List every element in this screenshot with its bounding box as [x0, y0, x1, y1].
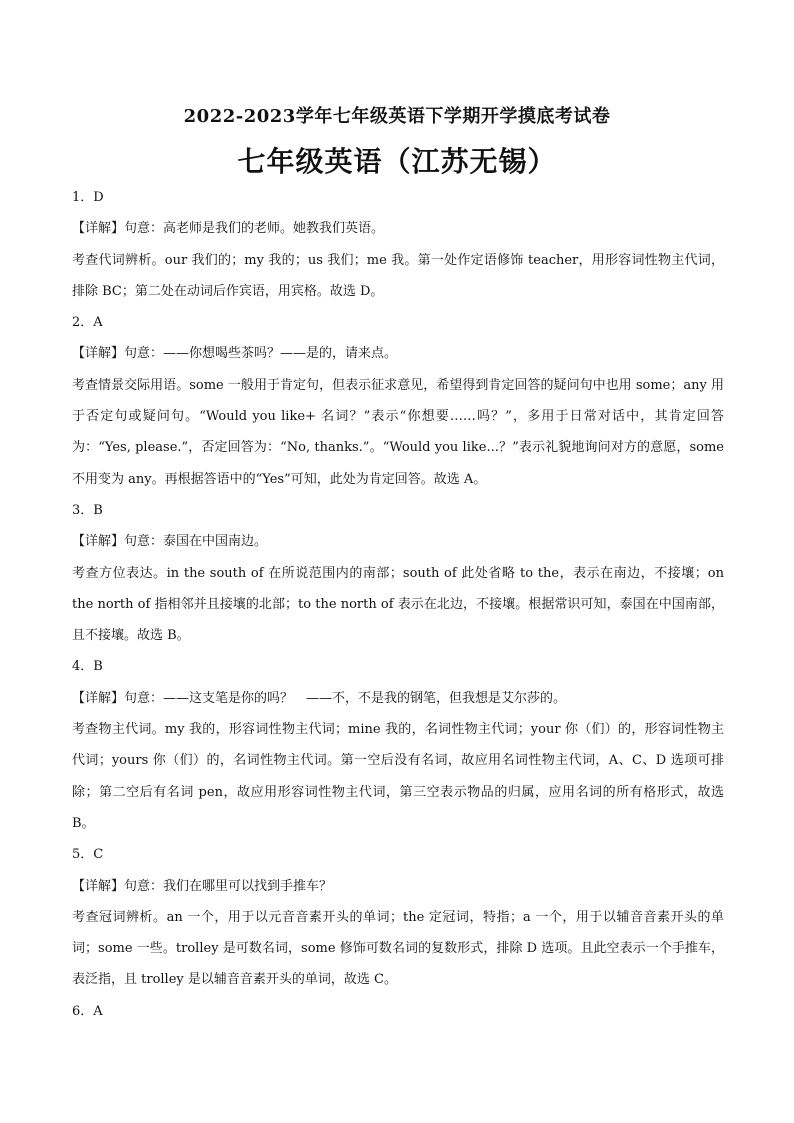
sentence-meaning: 【详解】句意：泰国在中国南边。 — [72, 534, 268, 550]
answer-label: 5．C — [72, 847, 104, 863]
explanation: 考查代词辨析。our 我们的；my 我的；us 我们；me 我。第一处作定语修饰 teacher，用形容词性物主代词，排除 BC；第二处在动词后作宾语，用宾格。故选 D。 — [72, 252, 724, 299]
answer-label: 1．D — [72, 190, 104, 205]
answer-list — [72, 182, 724, 1027]
explanation: 考查物主代词。my 我的，形容词性物主代词；mine 我的，名词性物主代词；your 你（们）的，形容词性物主代词；yours 你（们）的，名词性物主代词。第一空后没有名词，故应用名词性物主代词，A、C、D 选项可排除；第二空后有名词 pen，故应用形容词性物主代词，第三空表示物品的归属，应用名词的所有格形式，故选 B。 — [72, 722, 724, 831]
explanation: 考查冠词辨析。an 一个，用于以元音音素开头的单词；the 定冠词，特指；a 一个，用于以辅音音素开头的单词；some 一些。trolley 是可数名词，some 修饰可数名词的复数形式，排除 D 选项。且此空表示一个手推车，表泛指，且 trolley 是以辅音音素开头的单词，故选 C。 — [72, 909, 724, 988]
explanation: 考查方位表达。in the south of 在所说范围内的南部；south of 此处省略 to the，表示在南边，不接壤；on the north of 指相邻并且接壤的北部；to the north of 表示在北边，不接壤。根据常识可知，泰国在中国南部，且不接壤。故选 B。 — [72, 565, 724, 644]
sentence-meaning: 【详解】句意：高老师是我们的老师。她教我们英语。 — [72, 221, 385, 237]
sentence-meaning: 【详解】句意：——这支笔是你的吗？ ——不，不是我的钢笔，但我想是艾尔莎的。 — [72, 690, 567, 706]
sentence-meaning: 【详解】句意：我们在哪里可以找到手推车？ — [72, 878, 333, 894]
answer-label: 6．A — [72, 1003, 103, 1019]
answer-label: 3．B — [72, 502, 103, 518]
question-6 — [72, 996, 724, 1027]
explanation: 考查情景交际用语。some 一般用于肯定句，但表示征求意见，希望得到肯定回答的疑问句中也用 some；any 用于否定句或疑问句。“Would you like+ 名词？”表示“你想要……吗？”，多用于日常对话中，其肯定回答为：“Yes, please.”，否定回答为：“No, thanks.”。“Would you like...？”表示礼貌地询问对方的意愿，some 不用变为 any。再根据答语中的“Yes”可知，此处为肯定回答。故选 A。 — [72, 377, 724, 487]
question-5 — [72, 839, 724, 995]
question-1 — [72, 182, 724, 307]
answer-label: 4．B — [72, 659, 103, 675]
question-3 — [72, 495, 724, 651]
question-4 — [72, 651, 724, 839]
page-title: 2022-2023学年七年级英语下学期开学摸底考试卷 — [183, 106, 611, 127]
answer-label: 2．A — [72, 315, 103, 331]
page-subtitle: 七年级英语（江苏无锡） — [237, 145, 557, 178]
sentence-meaning: 【详解】句意：——你想喝些茶吗？——是的，请来点。 — [72, 346, 398, 362]
question-2 — [72, 307, 724, 495]
